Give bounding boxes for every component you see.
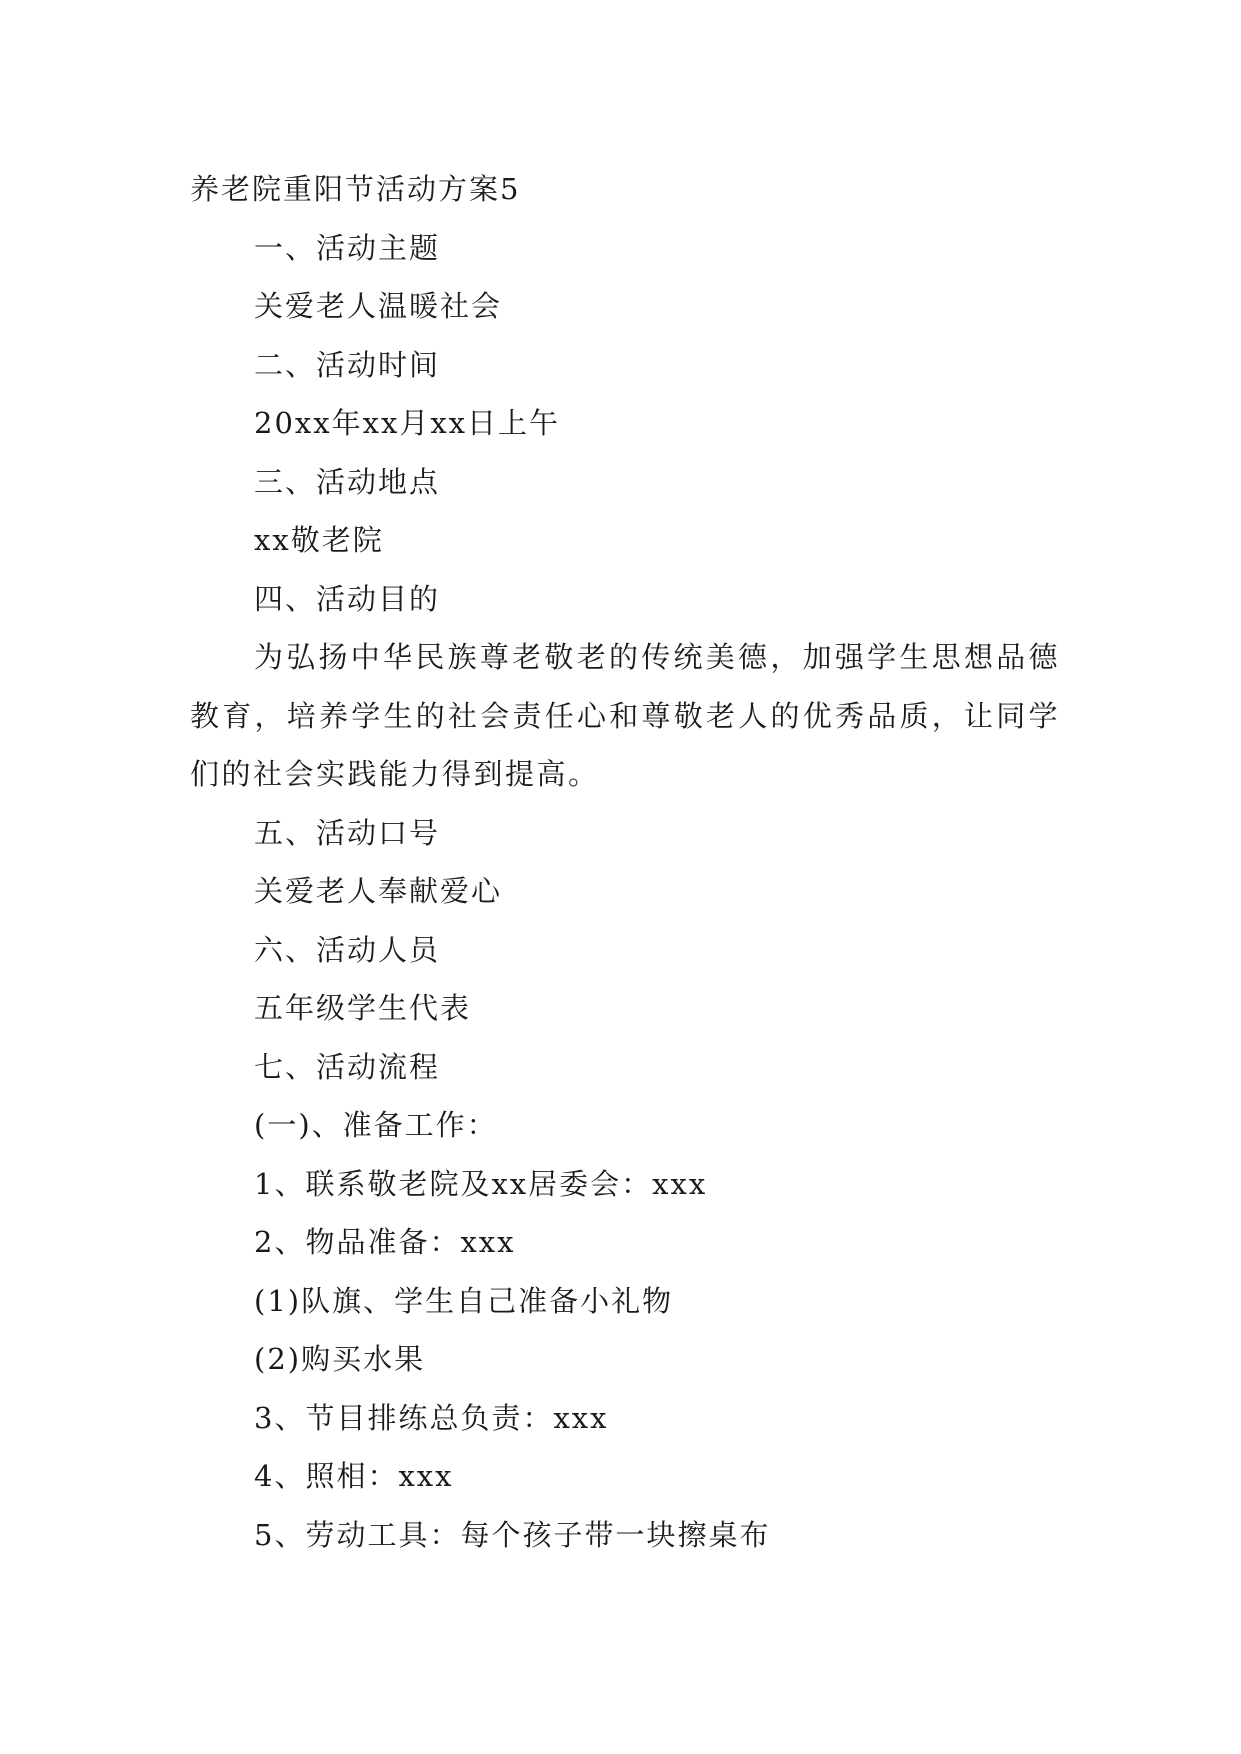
heading-purpose: 四、活动目的: [254, 581, 441, 616]
heading-slogan: 五、活动口号: [254, 815, 441, 850]
heading-theme: 一、活动主题: [254, 230, 441, 265]
document-body: [190, 160, 1060, 1564]
text-slogan: 关爱老人奉献爱心: [254, 874, 503, 908]
list-item: 5、劳动工具：每个孩子带一块擦桌布: [254, 1517, 771, 1552]
list-item: 1、联系敬老院及xx居委会：xxx: [254, 1166, 708, 1201]
list-item: 3、节目排练总负责：xxx: [254, 1400, 609, 1435]
subheading-preparation: (一)、准备工作：: [254, 1108, 498, 1142]
list-item: 2、物品准备：xxx: [254, 1225, 516, 1259]
document-title: 养老院重阳节活动方案5: [190, 172, 521, 206]
text-time: 20xx年xx月xx日上午: [254, 406, 561, 440]
list-item: (1)队旗、学生自己准备小礼物: [254, 1283, 674, 1318]
text-location: xx敬老院: [254, 523, 384, 557]
heading-participants: 六、活动人员: [254, 932, 441, 967]
purpose-paragraph: 为弘扬中华民族尊老敬老的传统美德，加强学生思想品德教育，培养学生的社会责任心和尊敬老人的优秀品质，让同学们的社会实践能力得到提高。: [190, 640, 1060, 791]
heading-process: 七、活动流程: [254, 1049, 441, 1084]
list-item: 4、照相：xxx: [254, 1459, 454, 1493]
heading-time: 二、活动时间: [254, 347, 441, 382]
list-item: (2)购买水果: [254, 1342, 426, 1376]
text-theme: 关爱老人温暖社会: [254, 289, 503, 323]
heading-location: 三、活动地点: [254, 464, 441, 499]
text-participants: 五年级学生代表: [254, 991, 472, 1025]
